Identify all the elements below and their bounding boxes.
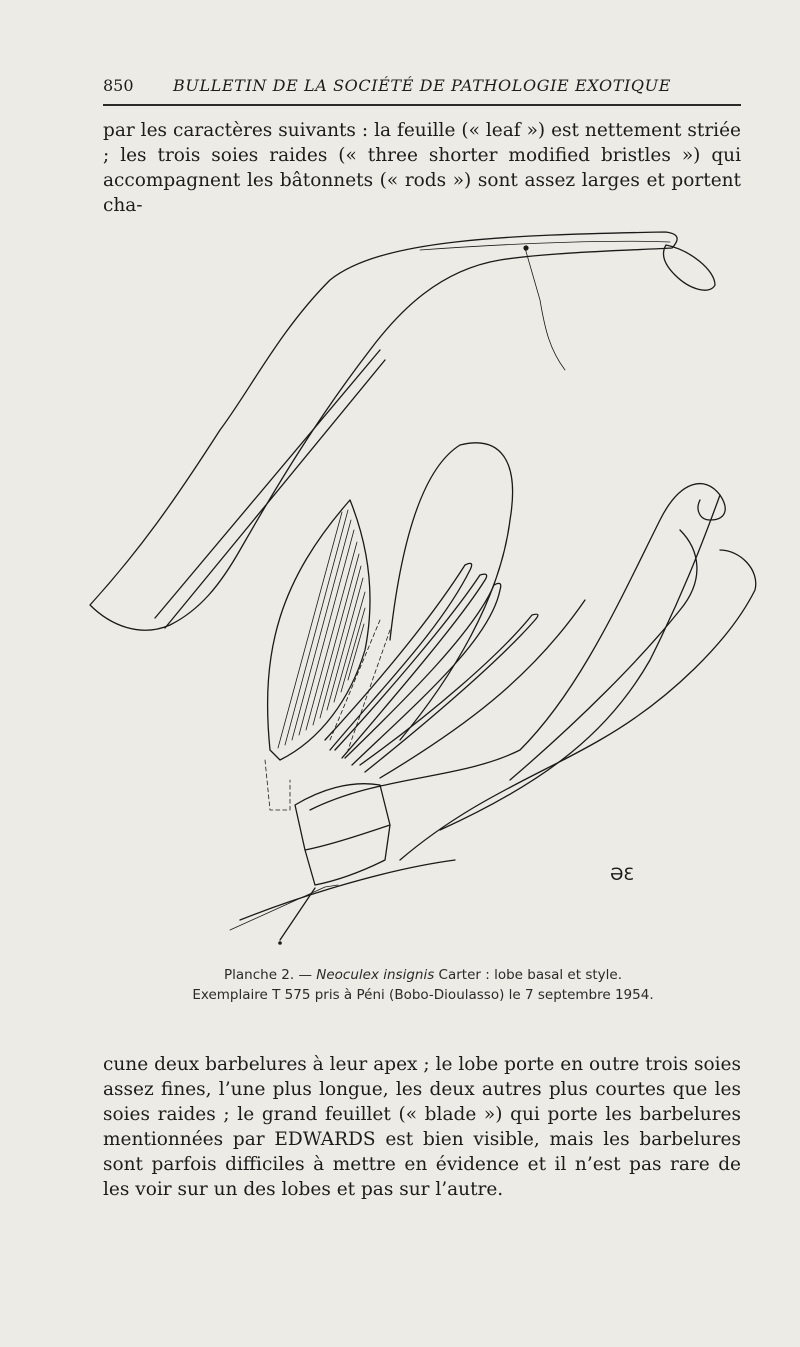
artist-signature: ƏƐ xyxy=(610,865,634,885)
page-header xyxy=(103,76,743,95)
caption-line-2: Exemplaire T 575 pris à Péni (Bobo-Dioulasso) le 7 septembre 1954. xyxy=(192,987,654,1003)
style-tip xyxy=(663,245,715,290)
seta-base-dot xyxy=(523,245,528,250)
anatomical-drawing xyxy=(80,220,780,960)
style-inner-line xyxy=(420,241,670,250)
lower-dot xyxy=(278,941,282,945)
basal-lobe-outer xyxy=(400,550,756,860)
segment-dashed xyxy=(265,760,290,810)
running-title: BULLETIN DE LA SOCIÉTÉ DE PATHOLOGIE EXOTIQUE xyxy=(173,76,671,95)
figure-caption xyxy=(103,965,743,1005)
style-seta xyxy=(525,248,565,370)
basal-lobe-inner xyxy=(510,530,697,780)
lower-stalk xyxy=(240,860,455,940)
caption-species: Neoculex insignis xyxy=(316,967,435,983)
leaf-striations xyxy=(278,510,365,748)
header-rule xyxy=(103,104,741,106)
caption-line-1 xyxy=(103,965,743,985)
body-paragraph-top: par les caractères suivants : la feuille (« leaf ») est nettement striée ; les trois soies raides (« three shorter modified bristles ») qui accompagnent les bâtonnets (« rods ») sont assez larges et portent cha- xyxy=(103,120,741,216)
basal-lobe xyxy=(310,484,725,830)
caption-plate-label: Planche 2. — xyxy=(224,967,317,983)
body-paragraph-bottom: cune deux barbelures à leur apex ; le lobe porte en outre trois soies assez fines, l’une plus longue, les deux autres plus courtes que les soies raides ; le grand feuillet (« blade ») qui porte les barbelures mentionnées par EDWARDS est bien visible, mais les barbelures sont parfois difficiles à mettre en évidence et il n’est pas rare de les voir sur un des lobes et pas sur l’autre. xyxy=(103,1054,741,1200)
basal-segment xyxy=(295,784,390,885)
caption-description: Carter : lobe basal et style. xyxy=(434,967,622,983)
style-outline xyxy=(90,232,677,630)
page-number: 850 xyxy=(103,76,134,95)
